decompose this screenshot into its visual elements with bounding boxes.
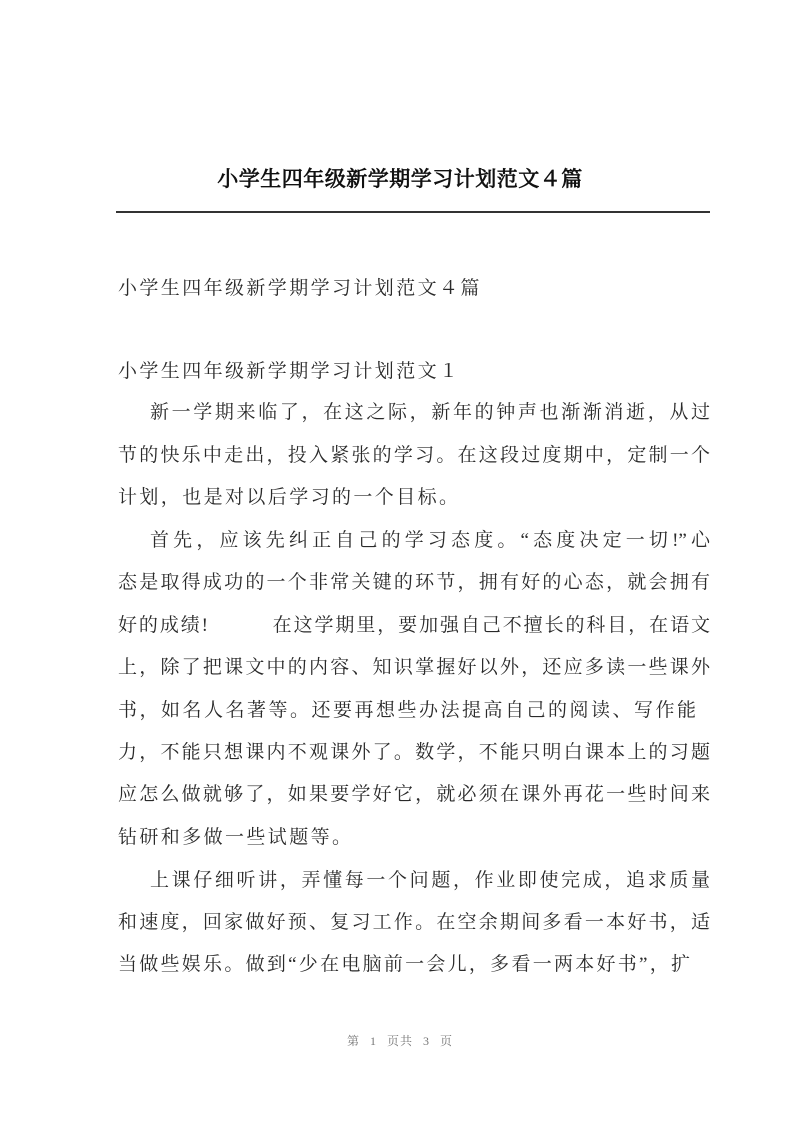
body-line: 钻研和多做一些试题等。 bbox=[118, 827, 354, 848]
body-line: 书，如名人名著等。还要再想些办法提高自己的阅读、写作能 bbox=[118, 700, 696, 721]
body-line: 节的快乐中走出，投入紧张的学习。在这段过度期中，定制一个 bbox=[118, 445, 710, 466]
body-line: 上课仔细听讲，弄懂每一个问题，作业即使完成，追求质量 bbox=[150, 870, 710, 891]
document-title: 小学生四年级新学期学习计划范文４篇 bbox=[217, 167, 583, 191]
body-line: 新一学期来临了，在这之际，新年的钟声也渐渐消逝，从过 bbox=[150, 402, 710, 423]
body-line: 和速度，回家做好预、复习工作。在空余期间多看一本好书，适 bbox=[118, 912, 710, 933]
body-line: 计划，也是对以后学习的一个目标。 bbox=[118, 487, 461, 508]
body-line: 力，不能只想课内不观课外了。数学，不能只明白课本上的习题 bbox=[118, 742, 710, 763]
body-line: 上，除了把课文中的内容、知识掌握好以外，还应多读一些课外 bbox=[118, 657, 710, 678]
body-line: 态是取得成功的一个非常关键的环节，拥有好的心态，就会拥有 bbox=[118, 572, 710, 593]
body-line: 当做些娱乐。做到“少在电脑前一会儿，多看一两本好书”，扩 bbox=[118, 954, 690, 975]
body-line: 好的成绩! 在这学期里，要加强自己不擅长的科目，在语文 bbox=[118, 615, 710, 636]
document-subtitle: 小学生四年级新学期学习计划范文４篇 bbox=[118, 278, 482, 299]
title-divider bbox=[116, 211, 710, 213]
page-number-footer: 第 1 页共 3 页 bbox=[346, 1034, 453, 1048]
section-heading: 小学生四年级新学期学习计划范文１ bbox=[118, 361, 461, 382]
body-line: 首先，应该先纠正自己的学习态度。“态度决定一切!”心 bbox=[150, 530, 710, 551]
body-line: 应怎么做就够了，如果要学好它，就必须在课外再花一些时间来 bbox=[118, 784, 710, 805]
